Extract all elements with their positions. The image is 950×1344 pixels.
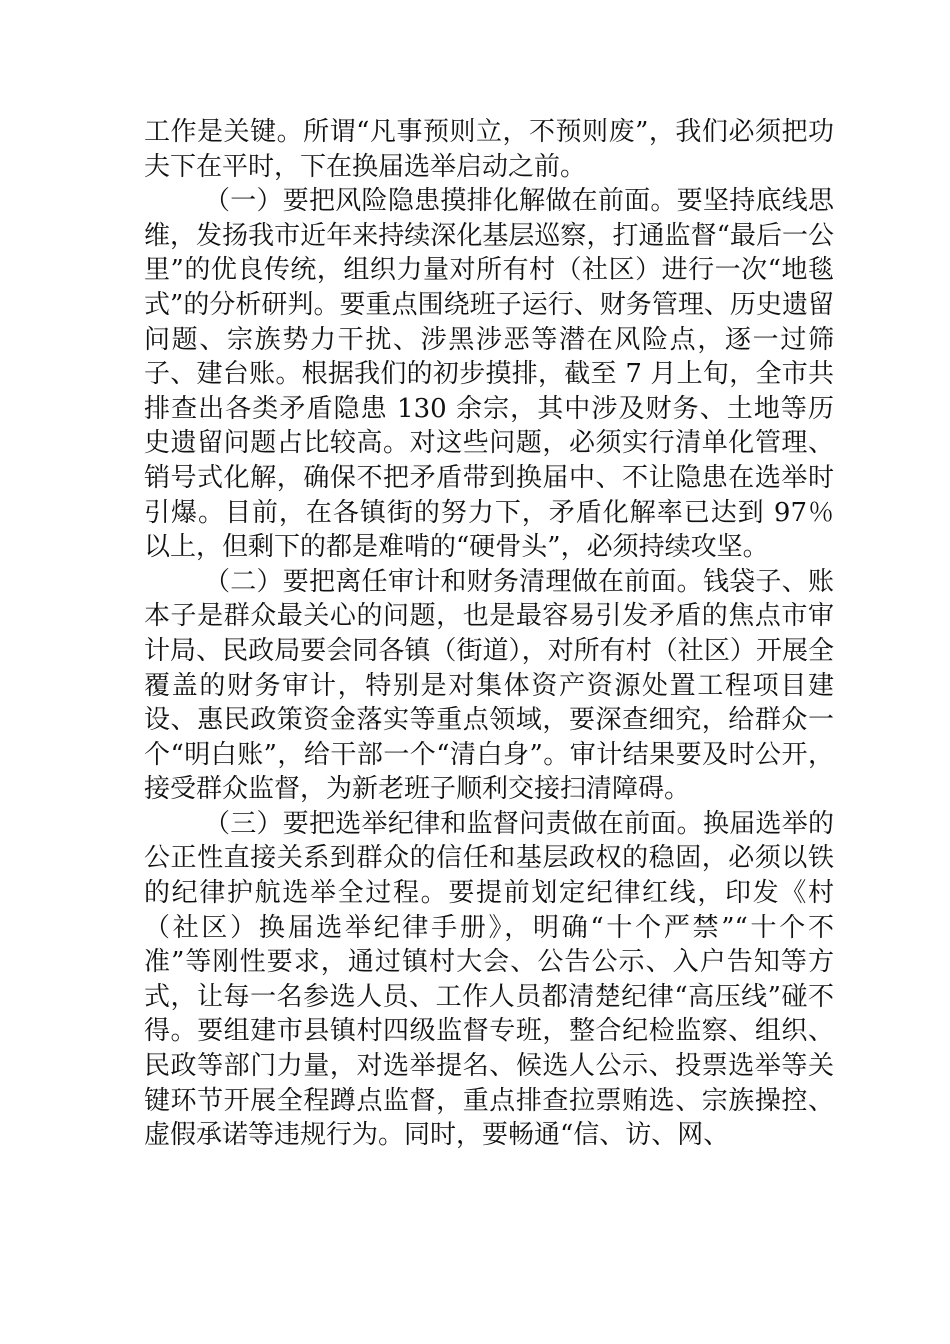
document-body xyxy=(144,115,834,1153)
paragraph-continuation: 工作是关键。所谓“凡事预则立，不预则废”，我们必须把功夫下在平时，下在换届选举启动之前。 xyxy=(144,117,834,182)
paragraph-audit-finance: （二）要把离任审计和财务清理做在前面。钱袋子、账本子是群众最关心的问题，也是最容易引发矛盾的焦点市审计局、民政局要会同各镇（街道），对所有村（社区）开展全覆盖的财务审计，特别是对集体资产资源处置工程项目建设、惠民政策资金落实等重点领域，要深查细究，给群众一个“明白账”，给干部一个“清白身”。审计结果要及时公开，接受群众监督，为新老班子顺利交接扫清障碍。 xyxy=(144,566,834,805)
paragraph-risk-hazards: （一）要把风险隐患摸排化解做在前面。要坚持底线思维，发扬我市近年来持续深化基层巡察，打通监督“最后一公里”的优良传统，组织力量对所有村（社区）进行一次“地毯式”的分析研判。要重点围绕班子运行、财务管理、历史遗留问题、宗族势力干扰、涉黑涉恶等潜在风险点，逐一过筛子、建台账。根据我们的初步摸排，截至 7 月上旬，全市共排查出各类矛盾隐患 130 余宗，其中涉及财务、土地等历史遗留问题占比较高。对这些问题，必须实行清单化管理、销号式化解，确保不把矛盾带到换届中、不让隐患在选举时引爆。目前，在各镇街的努力下，矛盾化解率已达到 97％以上，但剩下的都是难啃的“硬骨头”，必须持续攻坚。 xyxy=(144,186,834,563)
paragraph-election-discipline: （三）要把选举纪律和监督问责做在前面。换届选举的公正性直接关系到群众的信任和基层政权的稳固，必须以铁的纪律护航选举全过程。要提前划定纪律红线，印发《村（社区）换届选举纪律手册》，明确“十个严禁”“十个不准”等刚性要求，通过镇村大会、公告公示、入户告知等方式，让每一名参选人员、工作人员都清楚纪律“高压线”碰不得。要组建市县镇村四级监督专班，整合纪检监察、组织、民政等部门力量，对选举提名、候选人公示、投票选举等关键环节开展全程蹲点监督，重点排查拉票贿选、宗族操控、虚假承诺等违规行为。同时，要畅通“信、访、网、 xyxy=(144,808,834,1151)
